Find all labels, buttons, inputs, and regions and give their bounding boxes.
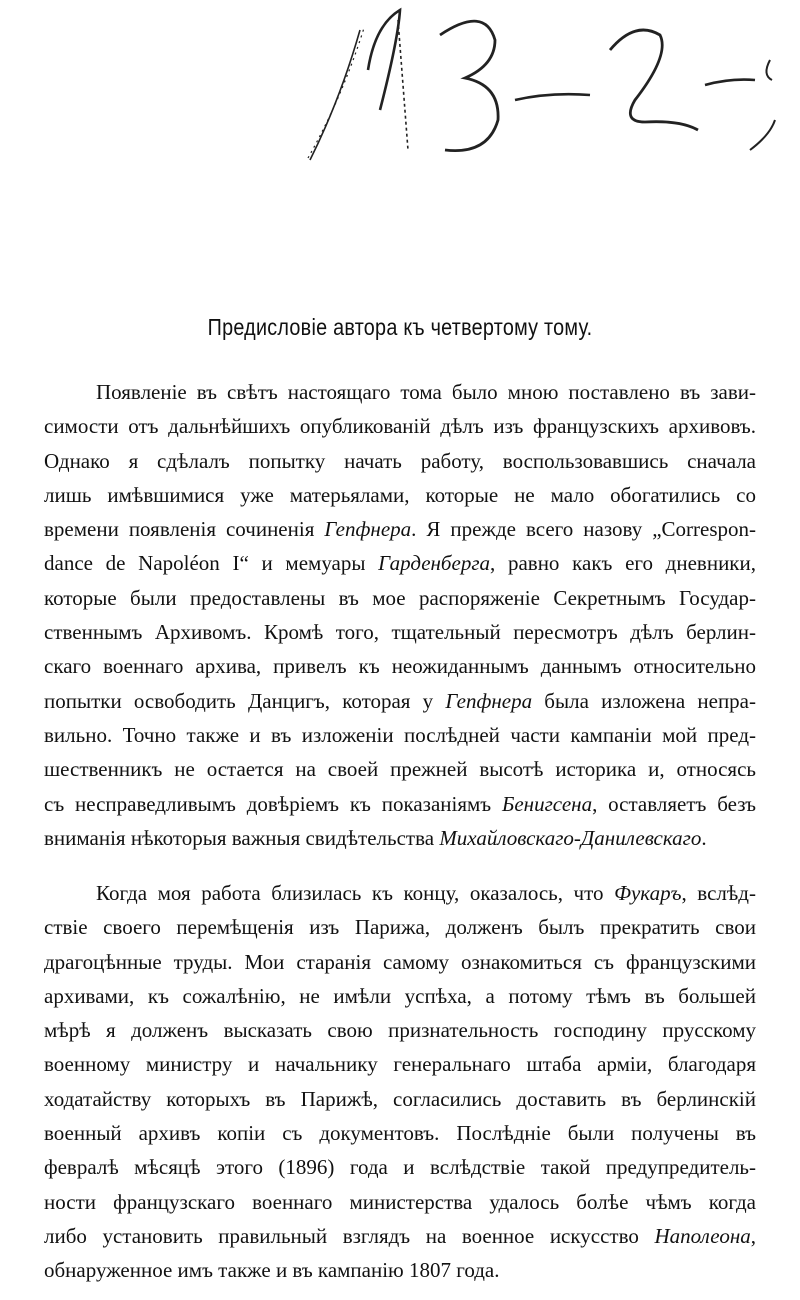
text-line: архивами, къ сожалѣнію, не имѣли успѣха, а потому тѣмъ въ большей [44, 983, 756, 1008]
text-line: Когда моя работа близилась къ концу, оказалось, что Фукаръ, вслѣд- [96, 881, 756, 905]
text-line: которые были предоставлены въ мое распоряженіе Секретнымъ Государ- [44, 585, 756, 610]
italic-name: Михайловскаго-Данилевскаго [439, 825, 702, 850]
text-line: обнаруженное имъ также и въ кампанію 1807 года. [44, 1258, 500, 1283]
text-line: времени появленія сочиненія Гепфнера. Я прежде всего назову „Correspon- [44, 517, 756, 542]
text-line: Однако я сдѣлалъ попытку начать работу, воспользовавшись сначала [44, 448, 756, 473]
paragraph-1 [44, 375, 756, 855]
text-line: вниманія нѣкоторыя важныя свидѣтельства Михайловскаго-Данилевскаго. [44, 825, 707, 850]
italic-name: Гарденберга [378, 551, 491, 576]
italic-name: Фукаръ [614, 881, 682, 905]
italic-name: Гепфнера [445, 688, 533, 713]
text-line: ственнымъ Архивомъ. Кромѣ того, тщательный пересмотръ дѣлъ берлин- [44, 620, 756, 645]
text-line: ности французскаго военнаго министерства удалось болѣе чѣмъ когда [44, 1189, 756, 1214]
paragraph-2 [44, 876, 756, 1288]
italic-name: Наполеона [654, 1223, 751, 1248]
text-line: dance de Napoléon I“ и мемуары Гарденберга, равно какъ его дневники, [44, 551, 757, 576]
text-line: либо установить правильный взглядъ на военное искусство Наполеона, [44, 1223, 756, 1248]
italic-name: Бенигсена [501, 791, 593, 816]
text-line: попытки освободить Данцигъ, которая у Гепфнера была изложена непра- [44, 688, 756, 713]
text-line: февралѣ мѣсяцѣ этого (1896) года и вслѣдствіе такой предупредитель- [44, 1155, 756, 1180]
text-line: симости отъ дальнѣйшихъ опубликованій дѣлъ изъ французскихъ архивовъ. [44, 414, 756, 439]
text-line: Появленіе въ свѣтъ настоящаго тома было мною поставлено въ зави- [96, 380, 756, 404]
text-line: драгоцѣнные труды. Мои старанія самому ознакомиться съ французскими [44, 949, 756, 974]
text-line: военный архивъ копіи съ документовъ. Послѣдніе были получены въ [44, 1121, 756, 1146]
page-title: Предисловіе автора къ четвертому тому. [207, 314, 593, 340]
text-line: ствіе своего перемѣщенія изъ Парижа, долженъ былъ прекратить свои [44, 915, 756, 940]
text-line: мѣрѣ я долженъ высказать свою признательность господину прусскому [44, 1018, 756, 1043]
handwritten-annotation [250, 0, 800, 190]
italic-name: Гепфнера [324, 517, 412, 542]
text-line: съ несправедливымъ довѣріемъ къ показаніямъ Бенигсена, оставляетъ безъ [44, 791, 756, 816]
text-line: шественникъ не остается на своей прежней высотѣ историка и, относясь [44, 757, 756, 782]
text-line: вильно. Точно также и въ изложеніи послѣдней части кампаніи мой пред- [44, 722, 756, 747]
text-line: лишь имѣвшимися уже матерьялами, которые не мало обогатились со [44, 482, 756, 507]
text-line: военному министру и начальнику генеральнаго штаба арміи, благодаря [44, 1052, 756, 1077]
text-line: скаго военнаго архива, привелъ къ неожиданнымъ даннымъ относительно [44, 654, 756, 679]
text-line: ходатайству которыхъ въ Парижѣ, согласились доставить въ берлинскій [44, 1086, 756, 1111]
